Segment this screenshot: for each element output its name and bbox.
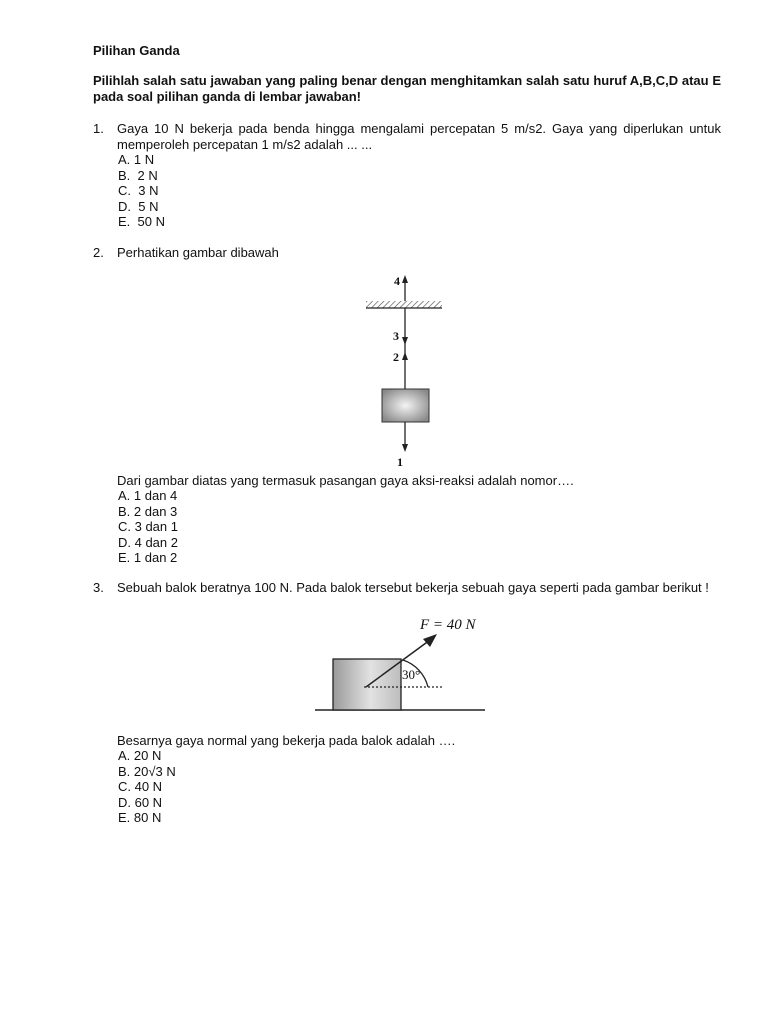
arrow-2-head (402, 352, 408, 360)
question-2-text: Perhatikan gambar dibawah (117, 245, 279, 260)
inclined-force-figure (310, 612, 490, 716)
question-2-option-b[interactable]: B. 2 dan 3 (118, 503, 178, 519)
question-3-option-e[interactable]: E. 80 N (118, 810, 162, 825)
section-heading: Pilihan Ganda (93, 43, 180, 58)
hanging-block (382, 389, 429, 422)
question-2-option-d[interactable]: D. 4 dan 2 (118, 534, 178, 550)
label-2: 2 (393, 350, 399, 364)
question-1-option-e[interactable]: E. 50 N (118, 214, 165, 229)
question-2-option-c[interactable]: C. 3 dan 1 (118, 519, 178, 534)
arrow-4-head (402, 275, 408, 283)
instruction-text: Pilihlah salah satu jawaban yang paling benar dengan menghitamkan salah satu huruf A,B,C,D atau E pada soal pilihan ganda di lembar jawaban! (93, 73, 721, 104)
question-1-text: Gaya 10 N bekerja pada benda hingga mengalami percepatan 5 m/s2. Gaya yang diperlukan untuk memperoleh percepatan 1 m/s2 adalah ... ... (117, 121, 721, 152)
label-1: 1 (397, 455, 403, 469)
question-3-number: 3. (93, 580, 104, 595)
question-1-options (118, 152, 165, 230)
question-1-option-a[interactable]: A. 1 N (118, 152, 155, 167)
question-2-prompt: Dari gambar diatas yang termasuk pasangan gaya aksi-reaksi adalah nomor…. (117, 473, 574, 488)
arrow-3-head (402, 337, 408, 345)
question-3-option-c[interactable]: C. 40 N (118, 779, 163, 794)
arrow-1-head (402, 444, 408, 452)
question-3-option-d[interactable]: D. 60 N (118, 794, 163, 810)
balok-block (333, 659, 401, 710)
question-2-options (118, 488, 178, 566)
ceiling-hatch (366, 301, 442, 308)
question-3-options (118, 748, 176, 826)
force-arrow-head (423, 634, 437, 647)
label-4: 4 (394, 274, 400, 288)
question-2-option-e[interactable]: E. 1 dan 2 (118, 550, 178, 565)
question-3-text: Sebuah balok beratnya 100 N. Pada balok tersebut bekerja sebuah gaya seperti pada gambar berikut ! (117, 580, 709, 595)
question-1-option-b[interactable]: B. 2 N (118, 167, 158, 183)
force-pair-figure (360, 268, 450, 470)
question-1-option-d[interactable]: D. 5 N (118, 198, 159, 214)
question-3-option-b[interactable]: B. 20√3 N (118, 763, 176, 779)
question-2-option-a[interactable]: A. 1 dan 4 (118, 488, 178, 503)
question-1-number: 1. (93, 121, 104, 136)
question-3-option-a[interactable]: A. 20 N (118, 748, 162, 763)
question-3-prompt: Besarnya gaya normal yang bekerja pada balok adalah …. (117, 733, 456, 748)
question-2-number: 2. (93, 245, 104, 260)
question-1-option-c[interactable]: C. 3 N (118, 183, 159, 198)
force-label: F = 40 N (420, 617, 476, 633)
label-3: 3 (393, 329, 399, 343)
angle-label: 30° (402, 667, 421, 682)
